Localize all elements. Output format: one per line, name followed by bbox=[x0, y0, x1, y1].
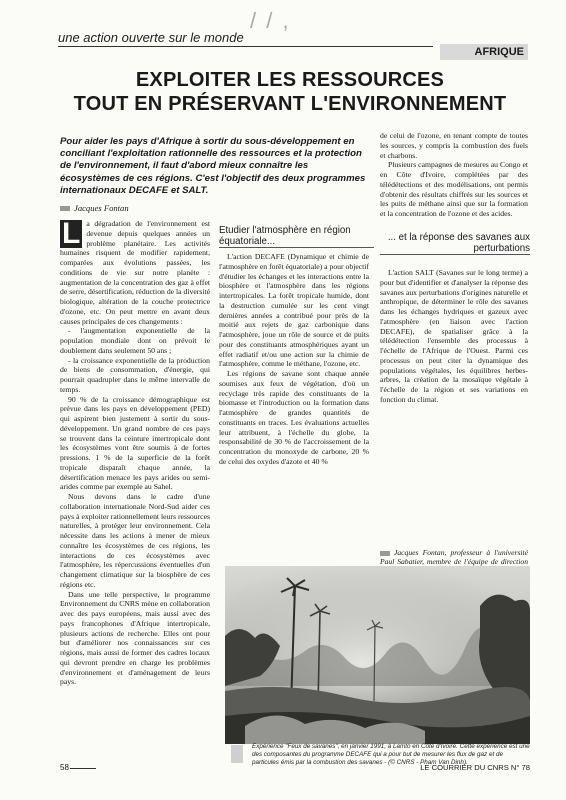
subheading-text: ... et la réponse des savanes aux perturbations bbox=[387, 232, 530, 254]
column-3 bbox=[380, 131, 528, 219]
article-lead: Pour aider les pays d'Afrique à sortir du sous-développement en conciliant l'exploitation rationnelle des ressources et la protection de l'environnement, il faut d'abord mieux connaître les écosystèmes de ces régions. C'est l'objectif des deux programmes internationaux DECAFE et SALT. bbox=[60, 136, 366, 196]
title-line-1: EXPLOITER LES RESSOURCES bbox=[135, 69, 445, 91]
byline-marker bbox=[60, 206, 70, 211]
col1-paragraph: - l'augmentation exponentielle de la population mondiale dont on prévoit le doublement dans seulement 50 ans ; bbox=[60, 326, 210, 355]
title-line-2: TOUT EN PRÉSERVANT L'ENVIRONNEMENT bbox=[73, 93, 507, 115]
col1-paragraph: Dans une telle perspective, le programme Environnement du CNRS mène en collaboration avec des pays européens, mais aussi avec des pays francophones d'Afrique intertropicale, plusieurs actions de recherche. Elles ont pour but d'améliorer nos connaissances sur ces régions, mais aussi de former des cadres locaux qui devront prendre en charge les problèmes d'environnement et d'aménagement de leurs pays. bbox=[60, 589, 210, 687]
col1-paragraph: 90 % de la croissance démographique est prévue dans les pays en développement (PED) qui aspirent bien justement à sortir du sous-développement. Un grand nombre de ces pays se trouvent dans la ceinture intertropicale dont les écosystèmes vont être soumis à de fortes pressions. 1 % de la superficie de la forêt tropicale disparaît chaque année, la désertification menace les pays arides ou semi-arides comme par exemple au Sahel. bbox=[60, 394, 210, 492]
page-number-rule bbox=[70, 768, 96, 769]
col1-paragraph: a dégradation de l'environnement est devenue depuis quelques années un problème planétaire. Les activités humaines risquent de modifier rapidement, comparées aux évolutions passées, les conditions de vie sur notre planète : augmentation de la concentration des gaz à effet de serre, désertification, réduction de la diversité biologique, altération de la couche protectrice d'ozone, etc. On peut mettre en avant deux causes principales de ces changements : bbox=[60, 219, 210, 326]
author-note-text: Jacques Fontan, professeur à l'université Paul Sabatier, membre de l'équipe de direction bbox=[380, 548, 528, 567]
col2-paragraph: Les régions de savane sont chaque année soumises aux feux de végétation, d'où un recyclage très rapide des constituants de la biomasse et l'introduction ou la formation dans l'atmosphère de grandes quantités de constituants en traces. Les évaluations actuelles leur attribuent, à l'échelle du globe, la responsabilité de 30 % de l'accroissement de la concentration du monoxyde de carbone, 20 % de celui des oxydes d'azote et 40 % bbox=[219, 369, 369, 466]
subheading-rule bbox=[219, 247, 374, 248]
section-kicker: une action ouverte sur le monde bbox=[58, 30, 244, 45]
author-byline: Jacques Fontan bbox=[74, 203, 129, 213]
col1-paragraph: Nous devons dans le cadre d'une collaboration internationale Nord-Sud aider ces pays à exploiter rationnellement leurs ressources naturelles, à protéger leur environnement. Cela nécessite dans les actions à mener de mieux connaître les écosystèmes de ces régions, les interactions de ces écosystèmes avec l'atmosphère, les répercussions éventuelles d'un changement climatique sur la biosphère de ces régions etc. bbox=[60, 492, 210, 589]
photo-caption: Expérience "Feux de savanes", en janvier 1991, à Lamto en Côte d'Ivoire. Cette expérience est une des composantes du programme DECAFE qui a pour but de mesurer les flux de gaz et de particules émis par la combustion des savanes - (© CNRS - Pham Van Dinh). bbox=[252, 743, 530, 766]
col3-paragraph: de celui de l'ozone, en tenant compte de toutes les sources, y compris la combustion des fuels et charbons. bbox=[380, 131, 528, 160]
kicker-rule bbox=[58, 46, 433, 47]
column-1 bbox=[60, 219, 210, 687]
col3-paragraph: Plusieurs campagnes de mesures au Congo et en Côte d'Ivoire, complétées par des télédétections et des modélisations, ont permis d'obtenir des résultats chiffrés sur les sources et les puits de méthane ainsi que sur la formation et la concentration de l'ozone et des acides. bbox=[380, 160, 528, 218]
section-tag: AFRIQUE bbox=[440, 44, 528, 60]
caption-marker bbox=[231, 745, 243, 763]
page-number: 58 bbox=[60, 763, 69, 772]
subheading-savanes bbox=[380, 232, 530, 255]
drop-cap: L bbox=[62, 217, 81, 250]
column-3-continued bbox=[380, 268, 528, 405]
col2-paragraph: L'action DECAFE (Dynamique et chimie de l'atmosphère en forêt équatoriale) a pour objectif d'étudier les échanges et les interactions entre la biosphère et l'atmosphère dans les régions intertropicales. La forêt tropicale humide, dont la destruction cumulée sur les cent vingt dernières années a contribué pour près de la moitié aux rejets de gaz carbonique dans l'atmosphère, joue un rôle de source et de puits pour des constituants atmosphériques ayant un effet radiatif et/ou une action sur la chimie de l'atmosphère, comme le méthane, l'ozone, etc. bbox=[219, 252, 369, 369]
column-2 bbox=[219, 252, 369, 467]
col3-paragraph: L'action SALT (Savanes sur le long terme) a pour but d'identifier et d'analyser la réponse des savanes aux perturbations d'origines naturelle et anthropique, de déterminer le rôle des savanes dans les échanges hydriques et gazeux avec l'atmosphère (en liaison avec l'action DECAFE), de spatialiser grâce à la télédétection l'ensemble des processus à l'échelle de l'Afrique de l'Ouest. Parmi ces processus on peut citer la dynamique des populations végétales, les équilibres herbes-arbres, la création de la mosaïque végétale à l'échelle de la région et ses variations en fonction du climat. bbox=[380, 268, 528, 404]
margin-scribble: / / , bbox=[250, 8, 291, 33]
photo-image bbox=[225, 566, 530, 744]
savanna-fire-photo bbox=[225, 566, 530, 744]
subheading-atmosphere bbox=[219, 225, 374, 248]
subheading-text: Etudier l'atmosphère en région équatoriale... bbox=[219, 225, 351, 247]
article-title bbox=[40, 68, 540, 116]
journal-footer: LE COURRIER DU CNRS N° 78 bbox=[420, 763, 530, 772]
subheading-rule bbox=[380, 254, 530, 255]
col1-paragraph: - la croissance exponentielle de la production de biens de consommation, d'énergie, qui pourrait quadrupler dans le même intervalle de temps. bbox=[60, 355, 210, 394]
